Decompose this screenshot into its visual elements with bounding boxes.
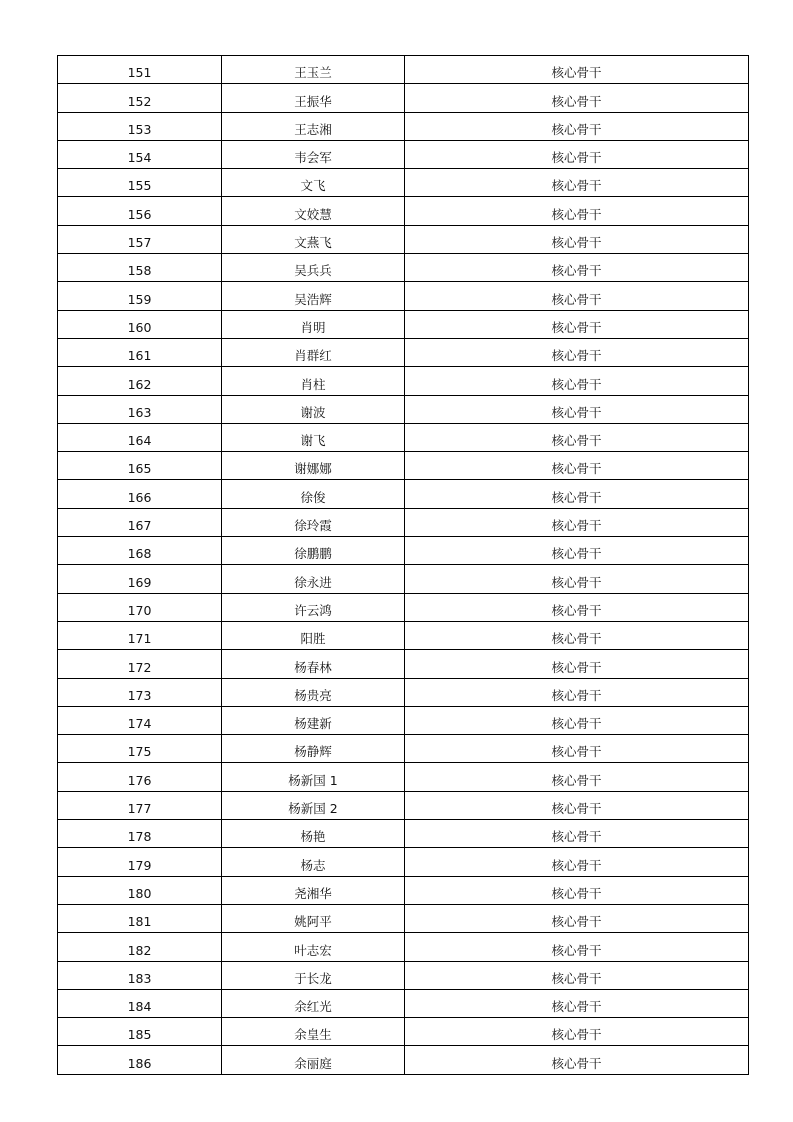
table-row [58, 848, 749, 876]
row-number-cell: 155 [58, 169, 222, 197]
table-row [58, 593, 749, 621]
name-cell: 肖明 [222, 310, 405, 338]
role-cell: 核心骨干 [405, 706, 749, 734]
table-row [58, 763, 749, 791]
table-row [58, 650, 749, 678]
name-cell: 吴浩辉 [222, 282, 405, 310]
row-number-cell: 181 [58, 904, 222, 932]
role-cell: 核心骨干 [405, 84, 749, 112]
role-cell: 核心骨干 [405, 423, 749, 451]
role-cell: 核心骨干 [405, 1018, 749, 1046]
role-cell: 核心骨干 [405, 169, 749, 197]
role-cell: 核心骨干 [405, 112, 749, 140]
table-row [58, 169, 749, 197]
table-row [58, 933, 749, 961]
role-cell: 核心骨干 [405, 197, 749, 225]
row-number-cell: 184 [58, 989, 222, 1017]
table-row [58, 282, 749, 310]
row-number-cell: 158 [58, 254, 222, 282]
table-row [58, 112, 749, 140]
row-number-cell: 162 [58, 367, 222, 395]
role-cell: 核心骨干 [405, 904, 749, 932]
row-number-cell: 168 [58, 537, 222, 565]
row-number-cell: 160 [58, 310, 222, 338]
role-cell: 核心骨干 [405, 508, 749, 536]
row-number-cell: 164 [58, 423, 222, 451]
name-cell: 吴兵兵 [222, 254, 405, 282]
role-cell: 核心骨干 [405, 763, 749, 791]
table-row [58, 197, 749, 225]
row-number-cell: 171 [58, 621, 222, 649]
name-cell: 余皇生 [222, 1018, 405, 1046]
row-number-cell: 180 [58, 876, 222, 904]
row-number-cell: 176 [58, 763, 222, 791]
roster-table-body [58, 56, 749, 1075]
name-cell: 徐俊 [222, 480, 405, 508]
table-row [58, 508, 749, 536]
row-number-cell: 167 [58, 508, 222, 536]
table-row [58, 395, 749, 423]
table-row [58, 84, 749, 112]
role-cell: 核心骨干 [405, 140, 749, 168]
table-row [58, 225, 749, 253]
table-row [58, 706, 749, 734]
name-cell: 余红光 [222, 989, 405, 1017]
row-number-cell: 159 [58, 282, 222, 310]
table-row [58, 338, 749, 366]
name-cell: 韦会军 [222, 140, 405, 168]
table-row [58, 961, 749, 989]
table-row [58, 254, 749, 282]
role-cell: 核心骨干 [405, 225, 749, 253]
table-row [58, 310, 749, 338]
table-row [58, 452, 749, 480]
role-cell: 核心骨干 [405, 848, 749, 876]
role-cell: 核心骨干 [405, 678, 749, 706]
row-number-cell: 174 [58, 706, 222, 734]
name-cell: 王玉兰 [222, 56, 405, 84]
name-cell: 阳胜 [222, 621, 405, 649]
role-cell: 核心骨干 [405, 395, 749, 423]
row-number-cell: 153 [58, 112, 222, 140]
name-cell: 杨新国 1 [222, 763, 405, 791]
role-cell: 核心骨干 [405, 338, 749, 366]
row-number-cell: 161 [58, 338, 222, 366]
table-row [58, 565, 749, 593]
row-number-cell: 177 [58, 791, 222, 819]
row-number-cell: 170 [58, 593, 222, 621]
table-row [58, 367, 749, 395]
role-cell: 核心骨干 [405, 989, 749, 1017]
row-number-cell: 172 [58, 650, 222, 678]
row-number-cell: 157 [58, 225, 222, 253]
row-number-cell: 169 [58, 565, 222, 593]
row-number-cell: 178 [58, 820, 222, 848]
name-cell: 徐鹏鹏 [222, 537, 405, 565]
name-cell: 杨静辉 [222, 735, 405, 763]
row-number-cell: 173 [58, 678, 222, 706]
row-number-cell: 186 [58, 1046, 222, 1074]
row-number-cell: 182 [58, 933, 222, 961]
name-cell: 肖群红 [222, 338, 405, 366]
role-cell: 核心骨干 [405, 565, 749, 593]
role-cell: 核心骨干 [405, 621, 749, 649]
row-number-cell: 165 [58, 452, 222, 480]
name-cell: 王振华 [222, 84, 405, 112]
name-cell: 王志湘 [222, 112, 405, 140]
table-row [58, 621, 749, 649]
name-cell: 叶志宏 [222, 933, 405, 961]
row-number-cell: 156 [58, 197, 222, 225]
role-cell: 核心骨干 [405, 452, 749, 480]
name-cell: 尧湘华 [222, 876, 405, 904]
table-row [58, 480, 749, 508]
table-row [58, 678, 749, 706]
name-cell: 谢飞 [222, 423, 405, 451]
role-cell: 核心骨干 [405, 56, 749, 84]
name-cell: 谢娜娜 [222, 452, 405, 480]
table-row [58, 989, 749, 1017]
name-cell: 余丽庭 [222, 1046, 405, 1074]
table-row [58, 140, 749, 168]
row-number-cell: 151 [58, 56, 222, 84]
row-number-cell: 185 [58, 1018, 222, 1046]
table-row [58, 537, 749, 565]
table-row [58, 1046, 749, 1074]
role-cell: 核心骨干 [405, 1046, 749, 1074]
role-cell: 核心骨干 [405, 650, 749, 678]
row-number-cell: 154 [58, 140, 222, 168]
role-cell: 核心骨干 [405, 282, 749, 310]
name-cell: 文飞 [222, 169, 405, 197]
role-cell: 核心骨干 [405, 933, 749, 961]
role-cell: 核心骨干 [405, 254, 749, 282]
name-cell: 徐玲霞 [222, 508, 405, 536]
role-cell: 核心骨干 [405, 961, 749, 989]
roster-table [57, 55, 749, 1075]
name-cell: 杨志 [222, 848, 405, 876]
role-cell: 核心骨干 [405, 367, 749, 395]
name-cell: 文姣慧 [222, 197, 405, 225]
table-row [58, 56, 749, 84]
role-cell: 核心骨干 [405, 820, 749, 848]
role-cell: 核心骨干 [405, 593, 749, 621]
row-number-cell: 163 [58, 395, 222, 423]
row-number-cell: 152 [58, 84, 222, 112]
name-cell: 许云鸿 [222, 593, 405, 621]
name-cell: 于长龙 [222, 961, 405, 989]
role-cell: 核心骨干 [405, 537, 749, 565]
row-number-cell: 183 [58, 961, 222, 989]
row-number-cell: 179 [58, 848, 222, 876]
table-row [58, 820, 749, 848]
name-cell: 杨艳 [222, 820, 405, 848]
role-cell: 核心骨干 [405, 735, 749, 763]
name-cell: 杨春林 [222, 650, 405, 678]
row-number-cell: 175 [58, 735, 222, 763]
name-cell: 杨新国 2 [222, 791, 405, 819]
table-row [58, 1018, 749, 1046]
row-number-cell: 166 [58, 480, 222, 508]
role-cell: 核心骨干 [405, 480, 749, 508]
name-cell: 肖柱 [222, 367, 405, 395]
table-row [58, 876, 749, 904]
table-row [58, 904, 749, 932]
role-cell: 核心骨干 [405, 310, 749, 338]
table-row [58, 423, 749, 451]
name-cell: 杨贵亮 [222, 678, 405, 706]
name-cell: 谢波 [222, 395, 405, 423]
table-row [58, 791, 749, 819]
name-cell: 文燕飞 [222, 225, 405, 253]
role-cell: 核心骨干 [405, 791, 749, 819]
name-cell: 姚阿平 [222, 904, 405, 932]
role-cell: 核心骨干 [405, 876, 749, 904]
name-cell: 徐永进 [222, 565, 405, 593]
table-row [58, 735, 749, 763]
name-cell: 杨建新 [222, 706, 405, 734]
